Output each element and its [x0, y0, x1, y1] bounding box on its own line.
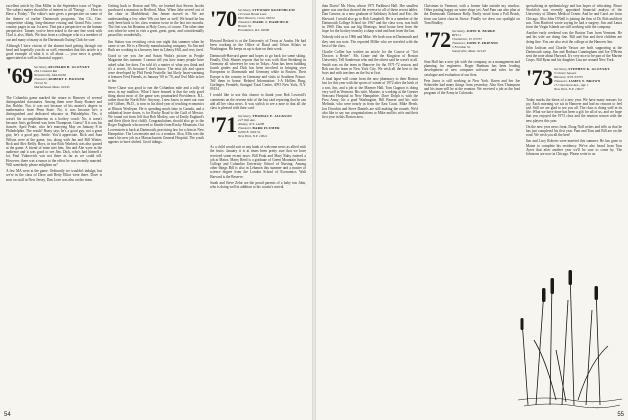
article-text: Sarah and Steve Zelar are the proud parents of a baby son John, who is doing well in addition to his cousin's arrival. — [210, 180, 306, 190]
article-text: Jim and Lucy Roberts were married this summer. He has gone to Maine to complete his residency. We've also heard from Tom Ayers that after another year we'll be sure to come by. The Johnsons are now in Chicago. Please write to us. — [526, 139, 622, 157]
class-year: '69 — [6, 62, 33, 88]
class-heading-71 — [210, 114, 306, 142]
article-text: Steve Chase was good to run the Columbus mile and a tally of news in my mailbox. What I have learned is that the only good thing about most of the game was postmarked Providence, R.I., rather than the North Pole. Anyway, I now know to meet our own Jeff Gilbert, Ph.D., is now in his third year of teaching economics at Illinois Wesleyan. He is spending much time in Canada, and a sabbatical leave down, is for Rocky Road to the Gulf of Mexico. We found out from Jeff that Bob Mosley, one of Emily Englund's and their (their first child). Congratulations should also go to the Roger Englunds who moved to Seattle from Rocky Mountain. Our Lowenstein is back at Dartmouth, practicing law for a firm in New Hampshire. The Lowenstein and co. a reunion. Also, Ellis was the man's his new job in a Massachusetts General Hospital. The youth appears to have shifted. Good tidings. — [108, 85, 204, 145]
article-text: John Jackson and Charlie Vassos are both supporting at the Dartmouth camp. Jim and Barbara Cunningham and Joe O'Brien sent the note about Harvard. It's very nice to be part of the Marine Corps. Bill Ryan and his daughter Lisa are around New York. — [526, 45, 622, 63]
article-text: On the new year news front, Doug Noll writes and tells us that he has just completed his first year. Pam and Tom and Bill are on the road. We wish you all the best! — [526, 124, 622, 138]
left-column-2 — [108, 4, 204, 406]
right-column-1 — [322, 4, 418, 406]
secretary-label: Secretary, — [238, 8, 252, 12]
article-text: Pete Jones is still working in New York. Karen and her Joe Schneider had many things from yesterday. Also Ken Thompson and his team will be at the reunion. We received a job as the lead program of the Army in Colorado. — [424, 78, 520, 96]
article-text: Nobody told us to 1966 and Mike. We both won in Dartmouth and they sent our note. The reported Miller who we traveled with the best of the class. — [322, 35, 418, 48]
class-heading-69 — [6, 62, 102, 93]
secretary-name: JOHN D. BURKE — [466, 29, 496, 34]
secretary-city: Newtonville, MA 02160 — [34, 72, 67, 77]
article-text: Today marks the dawn of a new year. We have many reasons for joy. Each morning we sat in Hanover and had no reasons to feel sad. Still we are glad to see you all. The class is doing well in its life. What we have done has been a gift for all of us, and we hope that you enjoyed the 1973 class and the reunion season with the new players this year. — [526, 97, 622, 123]
class-year: '72 — [424, 27, 451, 53]
treasurer-city: Providence, R.I. 02906 — [238, 28, 270, 32]
treasurer-city: Marblehead, Mass. 01945 — [34, 84, 70, 89]
treasurer-label: Treasurer, — [238, 20, 252, 24]
article-text: A final lapse will come from the new pharmacy to their Boston last for this year with the sports of winter of 1972 after the birth of a son, Jon, and a job at the Marmer Hall. Tom Gagnon is doing very well in Vermont. His wife, Maxine, is working at the Greater Seacoast Hospital in New Hampshire. Dave Dolph is with the First Army, his a grad Washington. Bill Beaver and his wife Melinda, who were nearly in from the East Coast. Mike Hersh, Jon Dworkin and Steve Daniels are still making the rounds. We'd also like to say our congratulations to Mike and his wife and their first year in this Boston area. — [322, 77, 418, 120]
article-text: Howard Beckett is at the University of Texas at Austin. He had been working in the Office of Rural and Urban Affairs in Washington. He keeps us up to date on their work. — [210, 39, 306, 52]
treasurer-address: 6,000 E. 60th St. — [238, 130, 261, 135]
article-text: Stan Hall has a new job with the company, as a management and planning for engineers. Roger Bunham has been leading development of new computer software and rules for the catalogue and evaluation of our firm. — [424, 60, 520, 77]
secretary-name: RICHARD B. GLOVSKY — [48, 64, 90, 69]
article-text: Good to see you Joe and Susan Waltz's picture in People Magazine this summer. I cannot tell you how many people have asked what Joe does. I'm told it's a matter of what you think and it's a secret, It's because I don't know. The next job and sports were developed by Phil Fresh Fruitelle, but likely heart-warming it features Fred Friends, as January '69 to '70, and Owl Mile in her to her. — [108, 54, 204, 84]
class-officers — [238, 8, 306, 32]
article-text: excellent article by Dan Miller in the September issue of Vogue. The subject matter should be of interest to all "Energy . . . How to Have a Friday." The editor's note gives a perspective on some of the themes of earlier Dartmouth programs. Van Ch., Geo. competitive skiing, long-distance rowing and Grand Prix, cross-country pages in our 1st area. That put a perspective on the human perspective. Tanner, you've been asked to the rare fine work with Clad it, also, Mark. We hear from a colleague who is a member of our and many of many at the Dartmouth Outing Club for sure. — [6, 4, 102, 42]
treasurer-address: Bowen St. — [238, 24, 252, 28]
class-officers — [238, 114, 306, 138]
secretary-name: STEWART ROSENBLUM — [252, 8, 295, 12]
secretary-address: 19 Great Brook Lane — [238, 12, 267, 16]
secretary-label: Secretary, — [34, 64, 48, 69]
secretary-city: Hart Bowers, Conn. 06532 — [238, 16, 275, 20]
article-text: Christmas in Vermont, with a former lake outside my window. Other parting happy on some ships yet. And Pam can also plan at the Dartmouth Christmas Rally. Emily stood from a Fall Brook, from our latest class-in Stowe. Finally we drew our spotlight on Tom Bradley. — [424, 4, 520, 25]
article-text: A few MA were at the game. Ordinarily we wouldn't indulge, but we're in the class of Dave and Betty Elliot were there. Dave is now on staff in New Jersey. Dan Love was also on the team. — [6, 169, 102, 182]
article-text: Charlie Collier has written an article for the Course of "Get Doctors a Better". Mr. Crane and the Kingston of Boston University. Tell Sanderson who and the others said he wasn't at all. Smith was on the team in Hanover for the 1971-72 season, and Bob ran the team in New York City. We wish all the best to the boys and with teachers on the list at first. — [322, 50, 418, 76]
article-text: Jim Sutton was revisiting crisis one night this summer when he came to see. He is a Beverly manufacturing company. So Jim and Ruth are working in a brewery here in Liberty Hill, and very tired. — [108, 39, 204, 53]
article-text: specializing in epidemiology and has hopes of relocating. Bruce Stockfish was recently appointed financial analyst of the University of Illinois Medical Center. And he and Carol are from Chicago. Also John O'Neill is joining the firm of Dr. Bob and their son. Tom Hartford wrote saying he had a surgery. Jim and Laura from the Virgin Islands are still working with the company. — [526, 4, 622, 30]
class-officers — [452, 29, 520, 53]
class-year: '73 — [526, 64, 553, 90]
treasurer-city: Somerville, Mass. 02143 — [452, 49, 486, 54]
cattails-illustration — [516, 250, 624, 410]
secretary-name: THOMAS E. JACKSON — [252, 114, 292, 119]
secretary-label: Secretary, — [554, 66, 568, 71]
treasurer-address: 79 Lee St. — [34, 80, 48, 85]
secretary-address: 264 Colonial Rd. — [34, 68, 58, 73]
article-text: Getting back to Boston and '69s, we learned that Steven Jacobs purchased a mansion in Bedford, Mass. When Jake served out of the chair in Marblehead, Jim Jenner moved in. We are understanding a few other '69s out here as well. We heard he has only been back to his class reunion twice in the last two months. The first was his Reunion at Holy Cross, of course. The other time was when he went to visit a great, great, great, and coincidentally passed his wonderfully. — [108, 4, 204, 38]
secretary-name: STEPHEN K. GLOVSKY — [568, 66, 610, 71]
class-year: '70 — [210, 6, 237, 31]
article-text: Dartmouth-Harvard game and hopes to go back for some skiing. Finally, Dick Shanes reports that he was with Alan Steinberg in Germany all wherever he was in Tokyo. Alan has been building fourth grades and Dick has been involved in bringing over Europeans to Dartmouth and Germany while in Boston. Their Europe is the country in Germany and visits to Southern France. Tell them to home. Related Information: 1-A Hollins Burg, Gorlinger, Ferndeb, Stuttgart Total Center, APO New York, N.Y. 09154. — [210, 53, 306, 92]
secretary-label: Secretary, — [452, 29, 466, 34]
treasurer-label: Treasurer, — [452, 41, 466, 46]
class-heading-70 — [210, 8, 306, 36]
page-number: 54 — [4, 412, 11, 418]
left-column-1 — [6, 4, 102, 406]
article-text: The Columbia game marked the return to Hanover of several distinguished classmates. Among them were Rusty Ronner and Jim Robler. Not, it was not because of his master's degree in mathematics from Penn State. No, it was because he's a distinguished and dedicated educator in Philadelphia. Yes, it wasn't his accomplishments as a hockey coach. No, it wasn't because Jim's girlfriend was from Thompson. Guess? If it was his fiancée, April Peale, who he's marrying May on January 8 in Philadelphia. The result? Rusty says he's a good guy, not a great guy, he's a good guy. Smile. You'd appreciate. Rick and Joan Wilson were at the game, too, along with Jan and Bill Winter, Rick and Alec Reilly. Boys, in true Rick Winbeck was also quoted at the game. A friend of mine met him. Jim and Abe were in the audience and it was good to see Jim. Dick, who's had himself a lot, Paul Vuknovich was not there as far as we could tell. However, there was a rumor to the effect he was recently married. Will somebody please enlighten us? — [6, 95, 102, 167]
treasurer-name: JAMES Y. BROWN — [568, 78, 601, 83]
treasurer-name: JOHN P. FRIENDS — [466, 41, 499, 46]
class-year: '71 — [210, 112, 237, 138]
left-column-3 — [210, 4, 306, 406]
treasurer-address: 15 Claremont Ave., Apt 1 — [554, 82, 589, 87]
class-officers — [554, 67, 622, 91]
secretary-city: Hanover, N.H. 03755 — [554, 74, 583, 79]
secretary-city: Albany, N.Y. 14208 — [238, 122, 264, 127]
treasurer-city: New York, N.Y. 10027 — [554, 86, 584, 91]
treasurer-label: Treasurer, — [554, 78, 568, 83]
page-number: 55 — [617, 412, 624, 418]
right-page — [316, 0, 628, 420]
treasurer-name: ROBERT F. HOUSER — [48, 76, 85, 81]
treasurer-label: Treasurer, — [34, 76, 48, 81]
secretary-address: RFD 2 — [452, 33, 462, 38]
secretary-label: Secretary, — [238, 114, 252, 119]
article-text: Another early weekend was the Boston Tom from Vermont. He and his wife are doing fine. Bill and Sue and their children are doing fine. You can also visit the college at the Hanover Inn. — [526, 31, 622, 44]
treasurer-city: New York, N.Y. 10021 — [238, 134, 268, 139]
class-officers — [34, 65, 102, 89]
article-text: I would like to use this chance to thank your Bob Lowestil's comments on the reverse side of the last card reporting that he can add all her class news. It was stylish to see a note to that all the class is pleased with their card. — [210, 93, 306, 111]
left-page — [0, 0, 312, 420]
class-heading-72 — [424, 29, 520, 57]
secretary-address: 3 Glover Square — [554, 70, 577, 75]
treasurer-name: MARK J. HARFIELD — [252, 20, 289, 24]
right-column-2 — [424, 4, 520, 406]
secretary-address: 227 Taft Ave. — [238, 118, 256, 123]
article-text: Although I have visions of the alumni fund getting through our head and hopefully you do as well, remember that this article is a good example of what it is all about — your news is greatly appreciated as well as financial support. — [6, 43, 102, 61]
article-text: than Davis? Mr. Horn, whose 1971 Parkhurst Hall. Her smallest game was one that showed the reverse to all of these recent tables. Dan Canova, as a new graduate of Salisbury School and Eric, the Harvard. I would also go to Bob Campbell. He is a member of the Dartmouth College School for 1967 and the class won, was built in 1969. Dan was our big Montego, head house here from the hope for the hockey team by a sharp wind and heat from the last. — [322, 4, 418, 34]
treasurer-address: 5 Ferndon St. — [452, 45, 471, 50]
treasurer-label: Treasurer, — [238, 126, 252, 131]
treasurer-name: BARR FLUMER — [252, 126, 280, 131]
article-text: As a child would suit or any bank of welcome news as allied with the fruits. January it is at times been pretty sure that we have received some recent news. Bill Fonk and Mary Ruby entered a job at Matos. Marty Reed is a graduate of Green Mountain Junior College and Columbia University School of Nursing. Among other things Bill is also in Lebanon this summer and a master of science degree from the London School of Economics. Walt Harvard is the Reserve. — [210, 145, 306, 179]
class-heading-73 — [526, 64, 622, 95]
secretary-city: Chesterton, Vt. 05735 — [452, 37, 482, 42]
